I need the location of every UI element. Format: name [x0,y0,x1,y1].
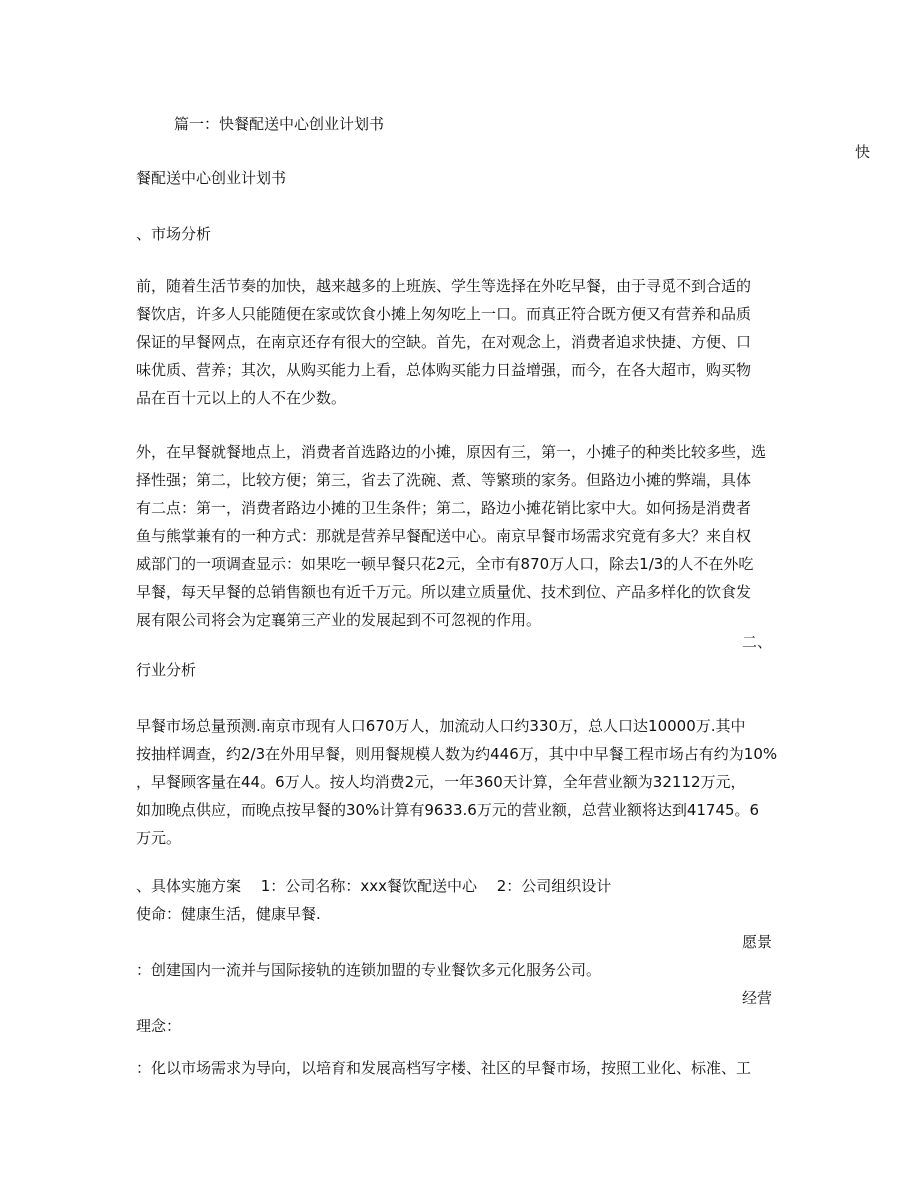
section-plan-heading: 、具体实施方案 1：公司名称：xxx餐饮配送中心 2：公司组织设计 [136,877,612,895]
philosophy-label: 理念： [136,1017,182,1035]
document-title: 篇一：快餐配送中心创业计划书 [174,115,385,133]
document-subtitle: 餐配送中心创业计划书 [136,169,287,187]
philosophy-text: ：化以市场需求为导向，以培育和发展高档写字楼、社区的早餐市场，按照工业化、标准、工 [136,1059,752,1077]
mission-line: 使命：健康生活，健康早餐. [136,905,321,923]
paragraph-line: ，早餐顾客量在44。6万人。按人均消费2元，一年360天计算，全年营业额为32112万元， [136,773,746,791]
paragraph-line: 早餐市场总量预测.南京市现有人口670万人，加流动人口约330万，总人口达10000万.其中 [136,717,746,735]
paragraph-line: 万元。 [136,829,182,847]
paragraph-line: 保证的早餐网点，在南京还存有很大的空缺。首先，在对观念上，消费者追求快捷、方便、口 [136,333,752,351]
paragraph-line: 品在百十元以上的人不在少数。 [136,389,347,407]
paragraph-line: 择性强；第二，比较方便；第三，省去了洗碗、煮、等繁琐的家务。但路边小摊的弊端，具体 [136,471,752,489]
right-fragment-top: 快 [855,143,871,161]
paragraph-line: 早餐，每天早餐的总销售额也有近千万元。所以建立质量优、技术到位、产品多样化的饮食发 [136,583,752,601]
paragraph-line: 餐饮店，许多人只能随便在家或饮食小摊上匆匆吃上一口。而真正符合既方便又有营养和品质 [136,305,752,323]
paragraph-line: 味优质、营养；其次，从购买能力上看，总体购买能力日益增强，而今，在各大超市，购买物 [136,361,752,379]
paragraph-line: 鱼与熊掌兼有的一种方式：那就是营养早餐配送中心。南京早餐市场需求究竟有多大？来自权 [136,527,752,545]
paragraph-line: 有二点：第一，消费者路边小摊的卫生条件；第二，路边小摊花销比家中大。如何扬是消费者 [136,499,752,517]
section-industry-heading: 行业分析 [136,661,197,679]
operation-label: 经营 [742,989,773,1007]
paragraph-line: 如加晚点供应，而晚点按早餐的30%计算有9633.6万元的营业额，总营业额将达到41745。6 [136,801,760,819]
right-fragment-two: 二、 [742,633,773,651]
paragraph-line: 展有限公司将会为定襄第三产业的发展起到不可忽视的作用。 [136,611,542,629]
section-market-heading: 、市场分析 [136,225,212,243]
vision-text: ：创建国内一流并与国际接轨的连锁加盟的专业餐饮多元化服务公司。 [136,961,602,979]
paragraph-line: 按抽样调查，约2/3在外用早餐，则用餐规模人数为约446万，其中中早餐工程市场占有约为10% [136,745,778,763]
paragraph-line: 前，随着生活节奏的加快，越来越多的上班族、学生等选择在外吃早餐，由于寻觅不到合适的 [136,277,752,295]
vision-label: 愿景 [742,933,773,951]
paragraph-line: 威部门的一项调查显示：如果吃一顿早餐只花2元，全市有870万人口，除去1/3的人不在外吃 [136,555,754,573]
paragraph-line: 外，在早餐就餐地点上，消费者首选路边的小摊，原因有三，第一，小摊子的种类比较多些，选 [136,443,767,461]
